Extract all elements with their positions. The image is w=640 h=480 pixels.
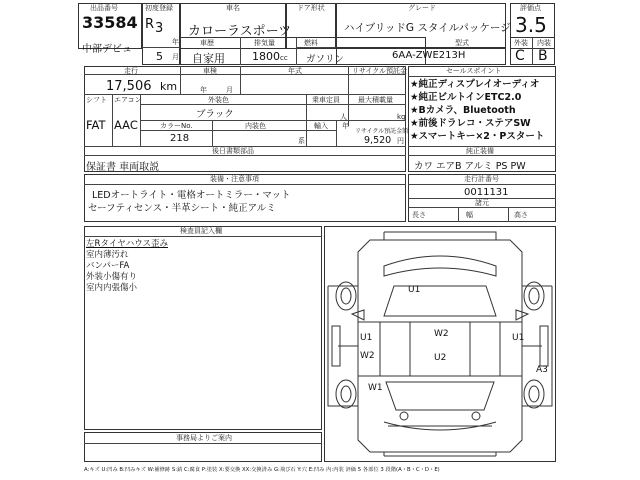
import-label: 輸入 <box>314 122 328 130</box>
debut-text: 中部デビュ <box>82 44 132 55</box>
grade-label: グレード <box>408 4 436 12</box>
damage-mark: W2 <box>434 329 449 339</box>
ac: AAC <box>114 118 138 132</box>
damage-mark: U1 <box>512 333 525 343</box>
reg-year: 3 <box>155 21 164 36</box>
selling-label: セールスポイント <box>446 67 502 75</box>
yen-unit: 円 <box>397 137 404 145</box>
seat-unit: 人 <box>340 113 347 121</box>
damage-mark: U2 <box>434 353 447 363</box>
later-parts-label: 後日書類部品 <box>212 147 254 155</box>
inspection-label: 検査員記入欄 <box>180 227 222 235</box>
car-name: カローラスポーツ <box>188 24 292 39</box>
displacement: 1800 <box>252 50 280 63</box>
selling-point: ★Bカメラ、Bluetooth <box>410 105 516 116</box>
damage-mark: W1 <box>368 383 383 393</box>
equip-label: 純正装備 <box>466 147 494 155</box>
fuel-label: 燃料 <box>304 39 318 47</box>
damage-mark: W2 <box>360 351 375 361</box>
model-year-label: 年式 <box>288 67 302 75</box>
usage-label: 車歴 <box>200 39 214 47</box>
displacement-label: 排気量 <box>254 39 275 47</box>
inspection-note: 外装小傷有り <box>86 272 138 282</box>
int-label: 内装 <box>537 39 551 47</box>
mileage-unit: km <box>160 80 178 93</box>
damage-mark: U1 <box>408 285 421 295</box>
color-no-label: カラーNo. <box>160 122 193 130</box>
mileage: 17,506 <box>106 79 152 94</box>
model-label: 型式 <box>455 39 469 47</box>
inspection-label: 車検 <box>203 67 217 75</box>
mileage-label: 走行 <box>124 67 138 75</box>
length-label: 長さ <box>412 211 426 219</box>
inspection-month-unit: 月 <box>226 86 233 94</box>
grade: ハイブリッドG スタイルパッケージ <box>344 22 511 34</box>
width-label: 幅 <box>466 211 473 219</box>
odometer-label: 走行計番号 <box>464 175 499 183</box>
height-label: 高さ <box>514 211 528 219</box>
exterior-color: ブラック <box>196 109 234 120</box>
office-label: 事務局よりご案内 <box>176 434 232 442</box>
lot-label: 出品番号 <box>90 4 118 12</box>
int-grade: B <box>538 48 548 64</box>
model: 6AA-ZWE213H <box>392 50 466 61</box>
footer-legend: A:キズ U:凹み B:凹みキズ W:補修跡 S:錆 C:腐食 P:塗装 X:要交換 XX:交換済み G:飛び石 Y:穴 E:凹み 内:内装 評価 5 各部位 3 段階(A・B・C・D・E) <box>84 467 440 473</box>
lot-number: 33584 <box>82 13 138 32</box>
selling-point: ★純正ビルトインETC2.0 <box>410 92 522 103</box>
shift: FAT <box>86 118 106 132</box>
later-parts: 保証書 車両取説 <box>86 162 160 173</box>
recycle-fee-label: リサイクル預託金額 <box>355 128 409 135</box>
seats-label: 乗車定員 <box>312 96 340 104</box>
first-reg-label: 初度登録 <box>145 4 173 12</box>
car-damage-diagram <box>324 226 556 462</box>
inspection-note: 左Rタイヤハウス歪み <box>86 239 168 249</box>
reg-year-unit: 年 <box>172 38 179 46</box>
reg-month-unit: 月 <box>172 53 179 61</box>
score: 3.5 <box>515 13 547 37</box>
selling-point: ★前後ドラレコ・ステアSW <box>410 118 531 129</box>
cc-unit: cc <box>280 54 288 62</box>
color-no: 218 <box>170 133 190 144</box>
equipment-line-1: LEDオートライト・電格オートミラー・マット <box>92 190 291 201</box>
ac-label: エアコン <box>114 96 142 104</box>
system-unit: 系 <box>298 137 305 145</box>
fuel: ガソリン <box>306 54 345 65</box>
equipment-line-2: セーフティセンス・半革シート・純正アルミ <box>88 203 276 214</box>
inspection-year-unit: 年 <box>200 86 207 94</box>
odometer-value: 0011131 <box>464 187 509 198</box>
inspection-note: バンパーFA <box>86 261 130 271</box>
dims-label: 諸元 <box>475 199 489 207</box>
selling-point: ★純正ディスプレイオーディオ <box>410 79 540 90</box>
load-label: 最大積載量 <box>358 96 393 104</box>
damage-mark: A3 <box>536 365 548 375</box>
inspection-note: 室内内張傷小 <box>86 283 138 293</box>
import-unit: 年 <box>342 122 349 130</box>
equip: カワ エアB アルミ PS PW <box>414 161 526 172</box>
ext-grade: C <box>515 48 525 64</box>
recycle-label: リサイクル預託金 <box>352 67 408 75</box>
shift-label: シフト <box>86 96 107 104</box>
reg-month: 5 <box>156 50 163 63</box>
car-name-label: 車名 <box>226 4 240 12</box>
era: R <box>145 17 155 32</box>
ext-label: 外装 <box>514 39 528 47</box>
score-label: 評価点 <box>520 4 541 12</box>
equipment-label: 装備・注意事項 <box>210 175 259 183</box>
recycle-fee: 9,520 <box>364 135 392 146</box>
door-label: ドア形状 <box>297 4 325 12</box>
load-unit: kg <box>397 113 406 121</box>
inspection-note: 室内薄汚れ <box>86 250 129 260</box>
damage-mark: U1 <box>360 333 373 343</box>
usage: 自家用 <box>192 52 225 65</box>
interior-color-label: 内装色 <box>245 122 266 130</box>
selling-point: ★スマートキー×2・Pスタート <box>410 131 545 142</box>
exterior-color-label: 外装色 <box>208 96 229 104</box>
